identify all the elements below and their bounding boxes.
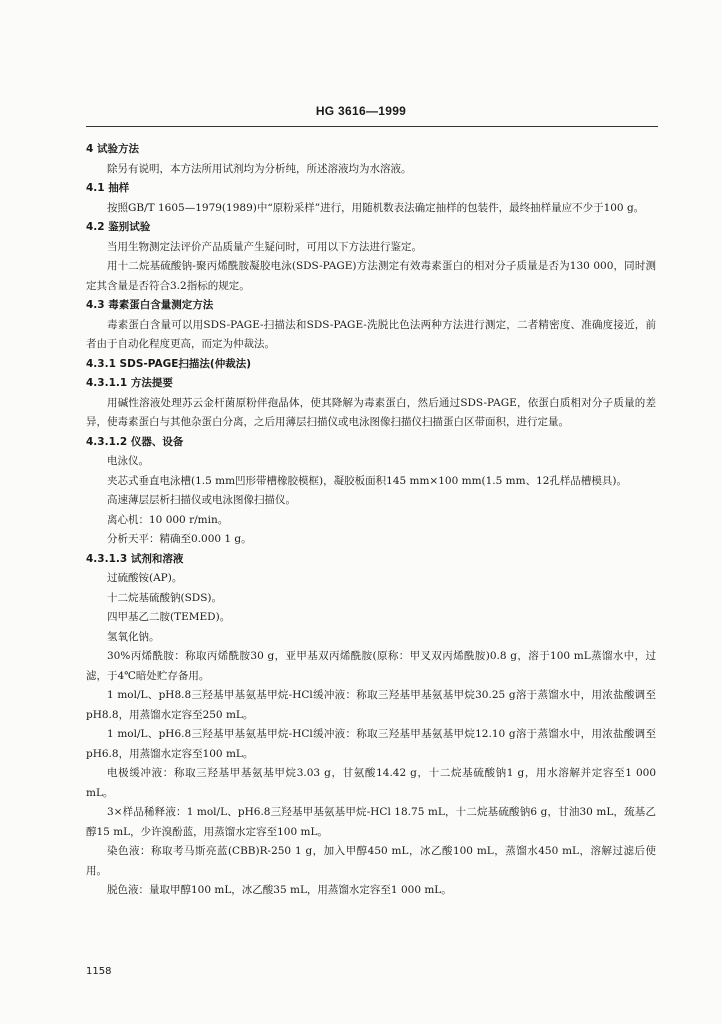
paragraph: 3×样品稀释液：1 mol/L、pH6.8三羟基甲基氨基甲烷-HCl 18.75 mL，十二烷基硫酸钠6 g，甘油30 mL，巯基乙醇15 mL，少许溴酚蓝，用蒸馏水定容至100 mL。 (86, 806, 656, 838)
paragraph: 当用生物测定法评价产品质量产生疑问时，可用以下方法进行鉴定。 (107, 240, 422, 253)
paragraph: 分析天平：精确至0.000 1 g。 (107, 533, 252, 545)
paragraph: 30%丙烯酰胺：称取丙烯酰胺30 g，亚甲基双丙烯酰胺(原称：甲叉双丙烯酰胺)0.8 g，溶于100 mL蒸馏水中，过滤，于4℃暗处贮存备用。 (86, 650, 656, 682)
paragraph: 按照GB/T 1605—1979(1989)中“原粉采样”进行，用随机数表法确定抽样的包装件，最终抽样量应不少于100 g。 (107, 201, 645, 214)
paragraph: 用碱性溶液处理苏云金杆菌原粉伴孢晶体，使其降解为毒素蛋白，然后通过SDS-PAGE，依蛋白质相对分子质量的差异，使毒素蛋白与其他杂蛋白分离，之后用薄层扫描仪或电泳图像扫描仪扫描蛋白区带面积，进行定量。 (86, 396, 656, 428)
paragraph: 四甲基乙二胺(TEMED)。 (107, 611, 231, 623)
paragraph: 脱色液：量取甲醇100 mL，冰乙酸35 mL，用蒸馏水定容至1 000 mL。 (107, 884, 452, 896)
document-body (86, 140, 656, 901)
paragraph: 毒素蛋白含量可以用SDS-PAGE-扫描法和SDS-PAGE-洗脱比色法两种方法进行测定，二者精密度、准确度接近，前者由于自动化程度更高，而定为仲裁法。 (86, 318, 656, 350)
paragraph: 氢氧化钠。 (107, 630, 160, 643)
paragraph: 用十二烷基硫酸钠-聚丙烯酰胺凝胶电泳(SDS-PAGE)方法测定有效毒素蛋白的相对分子质量是否为130 000，同时测定其含量是否符合3.2指标的规定。 (86, 260, 656, 292)
paragraph: 高速薄层层析扫描仪或电泳图像扫描仪。 (107, 494, 296, 506)
paragraph: 1 mol/L、pH8.8三羟基甲基氨基甲烷-HCl缓冲液：称取三羟基甲基氨基甲烷30.25 g溶于蒸馏水中，用浓盐酸调至pH8.8，用蒸馏水定容至250 mL。 (86, 689, 656, 721)
paragraph: 十二烷基硫酸钠(SDS)。 (107, 591, 222, 604)
paragraph: 离心机：10 000 r/min。 (107, 513, 229, 526)
paragraph: 1 mol/L、pH6.8三羟基甲基氨基甲烷-HCl缓冲液：称取三羟基甲基氨基甲烷12.10 g溶于蒸馏水中，用浓盐酸调至pH6.8，用蒸馏水定容至100 mL。 (86, 728, 656, 760)
paragraph: 过硫酸铵(AP)。 (107, 572, 183, 584)
standard-header: HG 3616—1999 (315, 104, 407, 118)
paragraph: 电极缓冲液：称取三羟基甲基氨基甲烷3.03 g，甘氨酸14.42 g，十二烷基硫酸钠1 g，用水溶解并定容至1 000 mL。 (86, 767, 656, 799)
section-heading: 4.3 毒素蛋白含量测定方法 (86, 299, 214, 311)
section-heading: 4 试验方法 (86, 143, 139, 155)
paragraph: 除另有说明，本方法所用试剂均为分析纯，所述溶液均为水溶液。 (107, 162, 412, 175)
paragraph: 电泳仪。 (107, 455, 149, 467)
section-heading: 4.2 鉴别试验 (86, 221, 151, 233)
paragraph: 夹芯式垂直电泳槽(1.5 mm凹形带槽橡胶模框)，凝胶板面积145 mm×100 mm(1.5 mm、12孔样品槽模具)。 (107, 474, 628, 487)
section-heading: 4.3.1.2 仪器、设备 (86, 435, 184, 448)
page-number: 1158 (86, 966, 112, 977)
section-heading: 4.3.1.1 方法提要 (86, 377, 173, 389)
section-heading: 4.3.1 SDS-PAGE扫描法(仲裁法) (86, 357, 251, 370)
header-rule (86, 126, 658, 127)
section-heading: 4.1 抽样 (86, 182, 130, 194)
section-heading: 4.3.1.3 试剂和溶液 (86, 552, 184, 565)
paragraph: 染色液：称取考马斯亮蓝(CBB)R-250 1 g，加入甲醇450 mL，冰乙酸100 mL，蒸馏水450 mL，溶解过滤后使用。 (86, 845, 656, 877)
